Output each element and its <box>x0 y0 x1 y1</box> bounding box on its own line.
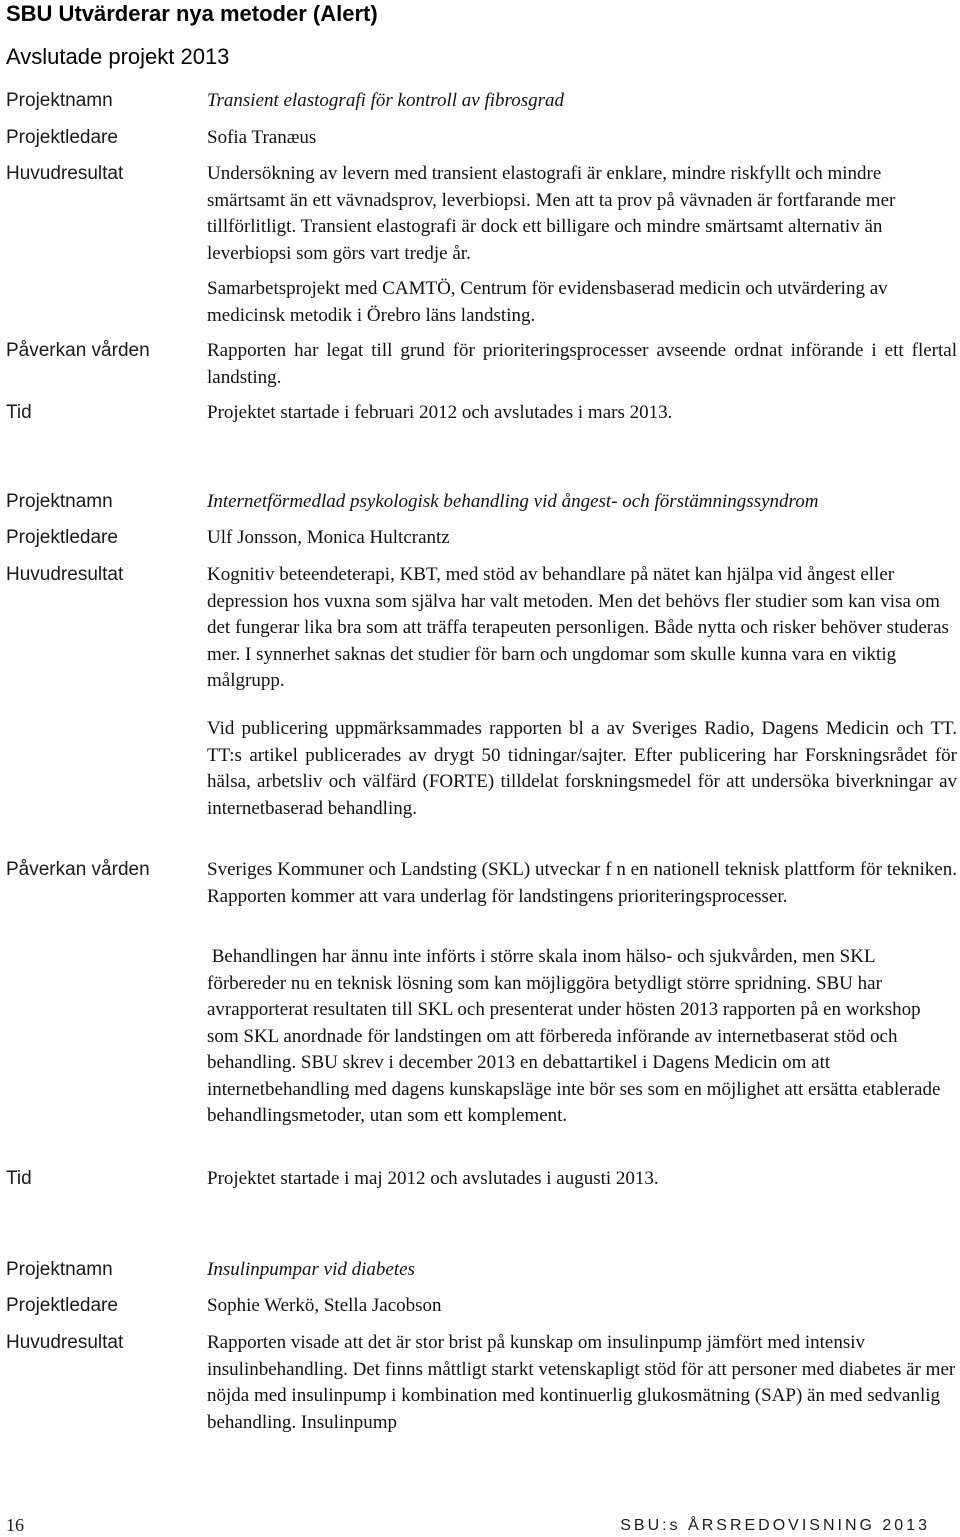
label-paverkan: Påverkan vården <box>6 859 150 880</box>
result-paragraph: Kognitiv beteendeterapi, KBT, med stöd av behandlare på nätet kan hjälpa vid ångest eller depression hos vuxna som själva har valt metoden. Men det behövs fler studier som kan visa om det fungerar lika bra som att träffa terapeuten personligen. Både nytta och risker behöver studeras mer. I synnerhet saknas det studier för barn och ungdomar som skulle kunna vara en viktig målgrupp. <box>207 564 949 691</box>
project-name: Internetförmedlad psykologisk behandling vid ångest- och förstämningssyndrom <box>207 491 819 512</box>
project-leader: Sofia Tranæus <box>207 127 317 148</box>
impact-paragraph: Rapporten har legat till grund för prioriteringsprocesser avseende ordnat införande i ett flertal landsting. <box>207 340 957 388</box>
page-number: 16 <box>6 1515 24 1535</box>
label-projektledare: Projektledare <box>6 1295 118 1316</box>
project-leader: Ulf Jonsson, Monica Hultcrantz <box>207 527 450 548</box>
label-projektnamn: Projektnamn <box>6 1259 113 1280</box>
project-leader: Sophie Werkö, Stella Jacobson <box>207 1295 442 1316</box>
result-paragraph: Samarbetsprojekt med CAMTÖ, Centrum för evidensbaserad medicin och utvärdering av medicinsk metodik i Örebro läns landsting. <box>207 278 888 326</box>
project-time: Projektet startade i maj 2012 och avslutades i augusti 2013. <box>207 1168 659 1189</box>
label-projektledare: Projektledare <box>6 527 118 548</box>
label-tid: Tid <box>6 1168 32 1189</box>
label-projektnamn: Projektnamn <box>6 90 113 111</box>
label-huvudresultat: Huvudresultat <box>6 163 124 184</box>
label-tid: Tid <box>6 402 32 423</box>
label-projektnamn: Projektnamn <box>6 491 113 512</box>
project-name: Insulinpumpar vid diabetes <box>207 1259 415 1280</box>
result-paragraph: Vid publicering uppmärksammades rapporten bl a av Sveriges Radio, Dagens Medicin och TT. TT:s artikel publicerades av drygt 50 tidningar/sajter. Efter publicering har Forskningsrådet för hälsa, arbetsliv och välfärd (FORTE) tilldelat forskningsmedel för att undersöka biverkningar av internetbaserad behandling. <box>207 718 957 819</box>
impact-paragraph: Behandlingen har ännu inte införts i större skala inom hälso- och sjukvården, men SKL förbereder nu en teknisk lösning som kan möjliggöra betydligt större spridning. SBU har avrapporterat resultaten till SKL och presenterat under hösten 2013 rapporten på en workshop som SKL anordnade för landstingen om att förbereda införande av internetbaserat stöd och behandling. SBU skrev i december 2013 en debattartikel i Dagens Medicin om att internetbehandling med dagens kunskapsläge inte bör ses som en möjlighet att ersätta etablerade behandlingsmetoder, utan som ett komplement. <box>207 946 946 1126</box>
project-time: Projektet startade i februari 2012 och avslutades i mars 2013. <box>207 402 673 423</box>
result-paragraph: Rapporten visade att det är stor brist på kunskap om insulinpump jämfört med intensiv insulinbehandling. Det finns måttligt starkt vetenskapligt stöd för att personer med diabetes är mer nöjda med insulinpump i kombination med kontinuerlig glukosmätning (SAP) än med sedvanlig behandling. Insulinpump <box>207 1332 956 1433</box>
result-paragraph: Undersökning av levern med transient elastografi är enklare, mindre riskfyllt och mindre smärtsamt än ett vävnadsprov, leverbiopsi. Men att ta prov på vävnaden är fortfarande mer tillförlitligt. Transient elastografi är dock ett billigare och mindre smärtsamt alternativ än leverbiopsi som görs vart tredje år. <box>207 163 896 264</box>
impact-paragraph: Sveriges Kommuner och Landsting (SKL) utveckar f n en nationell teknisk plattform för tekniken. Rapporten kommer att vara underlag för landstingens prioriteringsprocesser. <box>207 859 957 907</box>
label-huvudresultat: Huvudresultat <box>6 1332 124 1353</box>
label-huvudresultat: Huvudresultat <box>6 564 124 585</box>
page-title: SBU Utvärderar nya metoder (Alert) <box>6 1 378 26</box>
label-projektledare: Projektledare <box>6 127 118 148</box>
label-paverkan: Påverkan vården <box>6 340 150 361</box>
section-subtitle: Avslutade projekt 2013 <box>6 44 230 69</box>
project-name: Transient elastografi för kontroll av fibrosgrad <box>207 90 564 111</box>
report-name: SBU:s ÅRSREDOVISNING 2013 <box>620 1517 930 1534</box>
